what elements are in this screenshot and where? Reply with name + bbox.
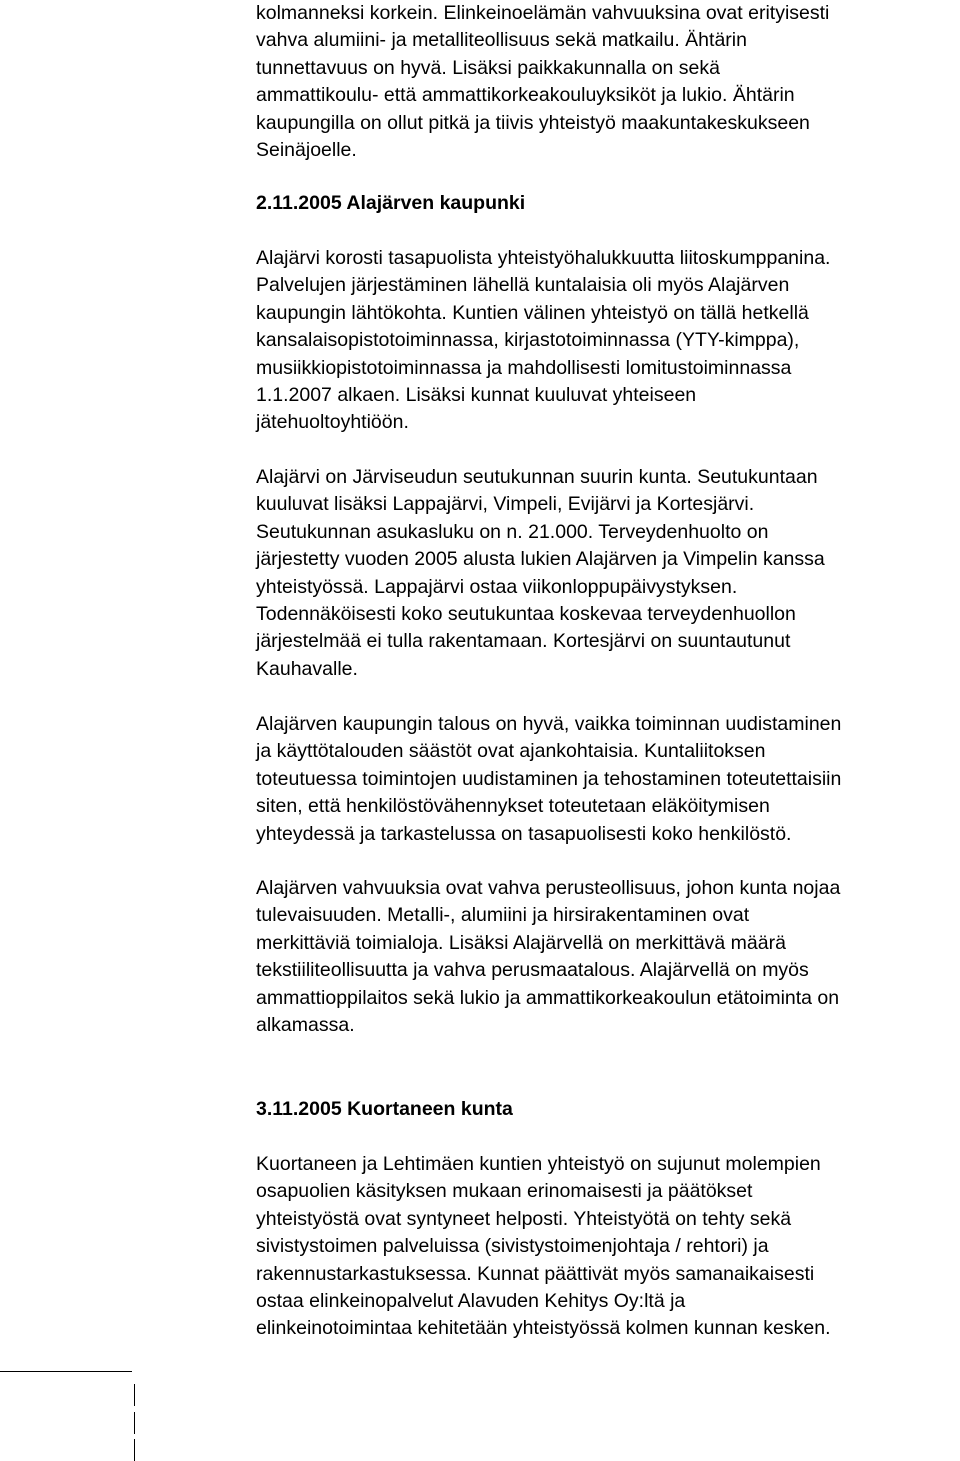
intro-paragraph (256, 0, 960, 164)
margin-bar (134, 1412, 135, 1434)
text-line: osapuolien käsityksen mukaan erinomaisesti ja päätökset (256, 1180, 753, 1203)
text-line: kaupungin lähtökohta. Kuntien välinen yhteistyö on tällä hetkellä (256, 301, 809, 324)
text-line: ammattioppilaitos sekä lukio ja ammattikorkeakoulun etätoiminta on (256, 986, 840, 1009)
text-line: siten, että henkilöstövähennykset toteutetaan eläköitymisen (256, 795, 770, 818)
text-line: yhteistyöstä ovat syntyneet helposti. Yhteistyötä on tehty sekä (256, 1207, 792, 1230)
alajarvi-paragraph-2 (256, 464, 960, 683)
text-line: Palvelujen järjestäminen lähellä kuntalaisia oli myös Alajärven (256, 274, 790, 297)
text-line: ammattikoulu- että ammattikorkeakouluyksiköt ja lukio. Ähtärin (256, 84, 795, 107)
text-line: Alajärvi korosti tasapuolista yhteistyöhalukkuutta liitoskumppanina. (256, 247, 831, 269)
kuortane-paragraph-1 (256, 1151, 960, 1343)
text-line: musiikkiopistotoiminnassa ja mahdollisesti lomitustoiminnassa (256, 356, 792, 379)
text-line: rakennustarkastuksessa. Kunnat päättivät myös samanaikaisesti (256, 1262, 815, 1285)
text-line: Kuortaneen ja Lehtimäen kuntien yhteistyö on sujunut molempien (256, 1153, 821, 1175)
text-line: kansalaisopistotoiminnassa, kirjastotoiminnassa (YTY-kimppa), (256, 329, 800, 352)
margin-bar (134, 1439, 135, 1461)
text-line: Seutukunnan asukasluku on n. 21.000. Terveydenhuolto on (256, 520, 769, 543)
text-line: Todennäköisesti koko seutukuntaa koskevaa terveydenhuollon (256, 603, 796, 626)
section-heading-alajarvi: 2.11.2005 Alajärven kaupunki (256, 192, 526, 214)
text-line: merkittäviä toimialoja. Lisäksi Alajärvellä on merkittävä määrä (256, 931, 786, 954)
text-line: Alajärvi on Järviseudun seutukunnan suurin kunta. Seutukuntaan (256, 466, 818, 488)
text-line: Kauhavalle. (256, 657, 358, 680)
text-line: tulevaisuuden. Metalli-, alumiini ja hirsirakentaminen ovat (256, 904, 750, 927)
text-line: sivistystoimen palveluissa (sivistystoimenjohtaja / rehtori) ja (256, 1235, 769, 1258)
text-line: yhteydessä ja tarkastelussa on tasapuolisesti koko henkilöstö. (256, 822, 792, 845)
text-line: tekstiiliteollisuutta ja vahva perusmaatalous. Alajärvellä on myös (256, 959, 809, 982)
text-line: ja käyttötalouden säästöt ovat ajankohtaisia. Kuntaliitoksen (256, 740, 766, 763)
text-line: 1.1.2007 alkaen. Lisäksi kunnat kuuluvat yhteiseen (256, 384, 697, 407)
text-line: toteutuessa toimintojen uudistaminen ja tehostaminen toteutettaisiin (256, 767, 842, 790)
text-line: järjestetty vuoden 2005 alusta lukien Alajärven ja Vimpelin kanssa (256, 548, 825, 571)
text-line: kaupungilla on ollut pitkä ja tiivis yhteistyö maakuntakeskukseen (256, 111, 810, 134)
text-line: Alajärven vahvuuksia ovat vahva perusteollisuus, johon kunta nojaa (256, 877, 841, 899)
text-line: elinkeinotoimintaa kehitetään yhteistyössä kolmen kunnan kesken. (256, 1317, 831, 1340)
text-line: Seinäjoelle. (256, 139, 357, 162)
text-line: vahva alumiini- ja metalliteollisuus sekä matkailu. Ähtärin (256, 29, 747, 52)
text-line: jätehuoltoyhtiöön. (256, 411, 409, 434)
section-heading-kuortane: 3.11.2005 Kuortaneen kunta (256, 1098, 513, 1120)
text-line: ostaa elinkeinopalvelut Alavuden Kehitys Oy:ltä ja (256, 1290, 686, 1313)
text-line: alkamassa. (256, 1014, 355, 1037)
alajarvi-paragraph-4 (256, 875, 960, 1039)
text-line: tunnettavuus on hyvä. Lisäksi paikkakunnalla on sekä (256, 56, 720, 79)
footnote-separator (0, 1371, 132, 1372)
text-line: järjestelmää ei tulla rakentamaan. Kortesjärvi on suuntautunut (256, 630, 791, 653)
text-line: kolmanneksi korkein. Elinkeinoelämän vahvuuksina ovat erityisesti (256, 2, 830, 24)
text-line: Alajärven kaupungin talous on hyvä, vaikka toiminnan uudistaminen (256, 713, 842, 735)
margin-bar (134, 1384, 135, 1406)
alajarvi-paragraph-1 (256, 245, 960, 437)
alajarvi-paragraph-3 (256, 711, 960, 848)
text-line: yhteistyössä. Lappajärvi ostaa viikonloppupäivystyksen. (256, 575, 738, 598)
text-line: kuuluvat lisäksi Lappajärvi, Vimpeli, Evijärvi ja Kortesjärvi. (256, 493, 755, 516)
